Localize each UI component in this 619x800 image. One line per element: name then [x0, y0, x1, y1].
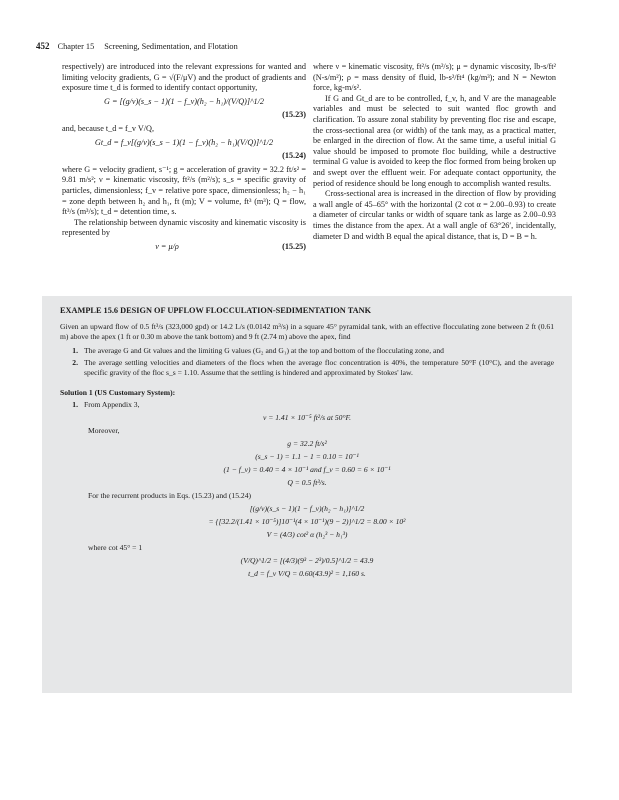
where-cot-text: where cot 45° = 1	[88, 543, 143, 552]
td-equation: t_d = f_v V/Q = 0.60(43.9)² = 1,160 s.	[248, 569, 366, 578]
ss-equation: (s_s − 1) = 1.1 − 1 = 0.10 = 10⁻¹	[255, 452, 359, 461]
right-paragraph-2: If G and Gt_d are to be controlled, f_v, h, and V are the manageable variables and must be selected to suit wanted floc growth and clarification. To assure zonal stability by preventing floc rise and escape, the cross-sectional area (or width) of the tank may, as a practical matter, be enlarged in the direction of flow. At the same time, a useful initial G value should be imposed to promote floc building, while a destructive terminal G value is avoided to keep the floc formed from being broken up and swept over the effluent weir. For adequate contact opportunity, the period of residence should be long enough to accomplish wanted results.	[313, 93, 556, 188]
equation-15-23-number: (15.23)	[282, 110, 306, 120]
and-because-line: and, because t_d = f_v V/Q,	[62, 123, 155, 133]
example-item	[60, 346, 554, 356]
volume-equation: V = (4/3) cot² α (h₂³ − h₁³)	[266, 530, 348, 539]
left-column	[62, 62, 306, 256]
q-equation: Q = 0.5 ft³/s.	[287, 478, 327, 487]
example-title: EXAMPLE 15.6 DESIGN OF UPFLOW FLOCCULATION-SEDIMENTATION TANK	[60, 306, 372, 315]
equation-15-24-number: (15.24)	[282, 151, 306, 161]
example-item-text: The average G and Gt values and the limiting G values (G₂ and G₁) at the top and bottom of the flocculating zone, and	[84, 346, 444, 355]
left-paragraph-1: respectively) are introduced into the relevant expressions for wanted and limiting velocity gradients, G = √(F/μV) and the product of gradients and exposure time t_d is formed to identify contact opportunity,	[62, 62, 306, 93]
example-item-number: 1.	[72, 346, 78, 355]
right-paragraph-1: where ν = kinematic viscosity, ft²/s (m²/s); μ = dynamic viscosity, lb-s/ft² (N-s/m²); ρ = mass density of fluid, lb-s²/ft⁴ (kg/m³); and N = Newton force, kg-m/s².	[313, 62, 556, 93]
example-item	[60, 358, 554, 378]
solution-step	[60, 400, 554, 410]
fv-equation: (1 − f_v) = 0.40 = 4 × 10⁻¹ and f_v = 0.60 = 6 × 10⁻¹	[223, 465, 391, 474]
equation-15-24	[62, 138, 306, 149]
equation-15-24-number-row	[62, 151, 306, 162]
nu-equation: ν = 1.41 × 10⁻⁵ ft²/s at 50°F.	[262, 413, 352, 422]
solution-step-number: 1.	[72, 400, 78, 409]
solution-title: Solution 1 (US Customary System):	[60, 388, 176, 397]
chapter-title: Screening, Sedimentation, and Flotation	[104, 42, 238, 51]
vq-equation: (V/Q)^1/2 = [(4/3)(9³ − 2³)/0.5]^1/2 = 43.9	[240, 556, 374, 565]
equation-15-25-number: (15.25)	[282, 241, 306, 251]
equation-15-23-number-row	[62, 110, 306, 121]
solution-step-text: From Appendix 3,	[84, 400, 140, 409]
equation-15-24-body: Gt_d = f_v[(g/ν)(s_s − 1)(1 − f_v)(h₂ − h₁)(V/Q)]^1/2	[94, 137, 274, 147]
example-given: Given an upward flow of 0.5 ft³/s (323,000 gpd) or 14.2 L/s (0.0142 m³/s) in a square 45° pyramidal tank, with an effective flocculating zone between 2 ft (0.61 m) above the apex (1 ft or 0.30 m above the tank bottom) and 9 ft (2.74 m) above the apex, find	[60, 322, 554, 341]
left-paragraph-2: where G = velocity gradient, s⁻¹; g = acceleration of gravity = 32.2 ft/s² = 9.81 m/s²; ν = kinematic viscosity, ft²/s (m²/s); s_s = specific gravity of particles, dimensionless; f_v = relative pore space, dimensionless; h₂ − h₁ = zone depth between h₂ and h₁, ft (m); V = volume, ft³ (m³); Q = flow, ft³/s (m³/s); t_d = detention time, s.	[62, 164, 306, 217]
equation-15-23-body: G = [(g/ν)(s_s − 1)(1 − f_v)(h₂ − h₁)/(V/Q)]^1/2	[104, 96, 264, 106]
g-equation: g = 32.2 ft/s²	[287, 439, 327, 448]
chapter-label: Chapter 15	[57, 42, 95, 51]
equation-15-25	[62, 242, 306, 253]
left-paragraph-3: The relationship between dynamic viscosity and kinematic viscosity is represented by	[62, 217, 306, 238]
recurrent-equation-1: [(g/ν)(s_s − 1)(1 − f_v)(h₂ − h₁)]^1/2	[249, 504, 365, 513]
recurrent-text: For the recurrent products in Eqs. (15.23) and (15.24)	[88, 491, 252, 500]
equation-15-25-body: ν = μ/ρ	[155, 241, 179, 251]
example-box	[42, 296, 572, 693]
running-header	[36, 41, 238, 51]
equation-15-23	[62, 97, 306, 108]
example-item-number: 2.	[72, 358, 78, 367]
moreover-text: Moreover,	[88, 426, 120, 435]
right-column	[313, 62, 556, 242]
page-number: 452	[36, 41, 50, 51]
recurrent-equation-2: = {[32.2/(1.41 × 10⁻⁵)]10⁻¹(4 × 10⁻¹)(9 − 2)}^1/2 = 8.00 × 10²	[208, 517, 406, 526]
example-item-text: The average settling velocities and diameters of the flocs when the average floc concentration is 40%, the temperature 50°F (10°C), and the average specific gravity of the floc s_s = 1.10. Assume that the settling is hindered and approximated by Stokes' law.	[84, 358, 554, 377]
right-paragraph-3: Cross-sectional area is increased in the direction of flow by providing a wall angle of 45–65° with the horizontal (2 cot α = 2.00–0.93) to create a diameter of circular tanks or width of square tank as large as 2.00–0.93 times the distance from the apex. At a wall angle of 63°26′, incidentally, diameter D and width B equal the apical distance, that is, D = B = h.	[313, 189, 556, 241]
